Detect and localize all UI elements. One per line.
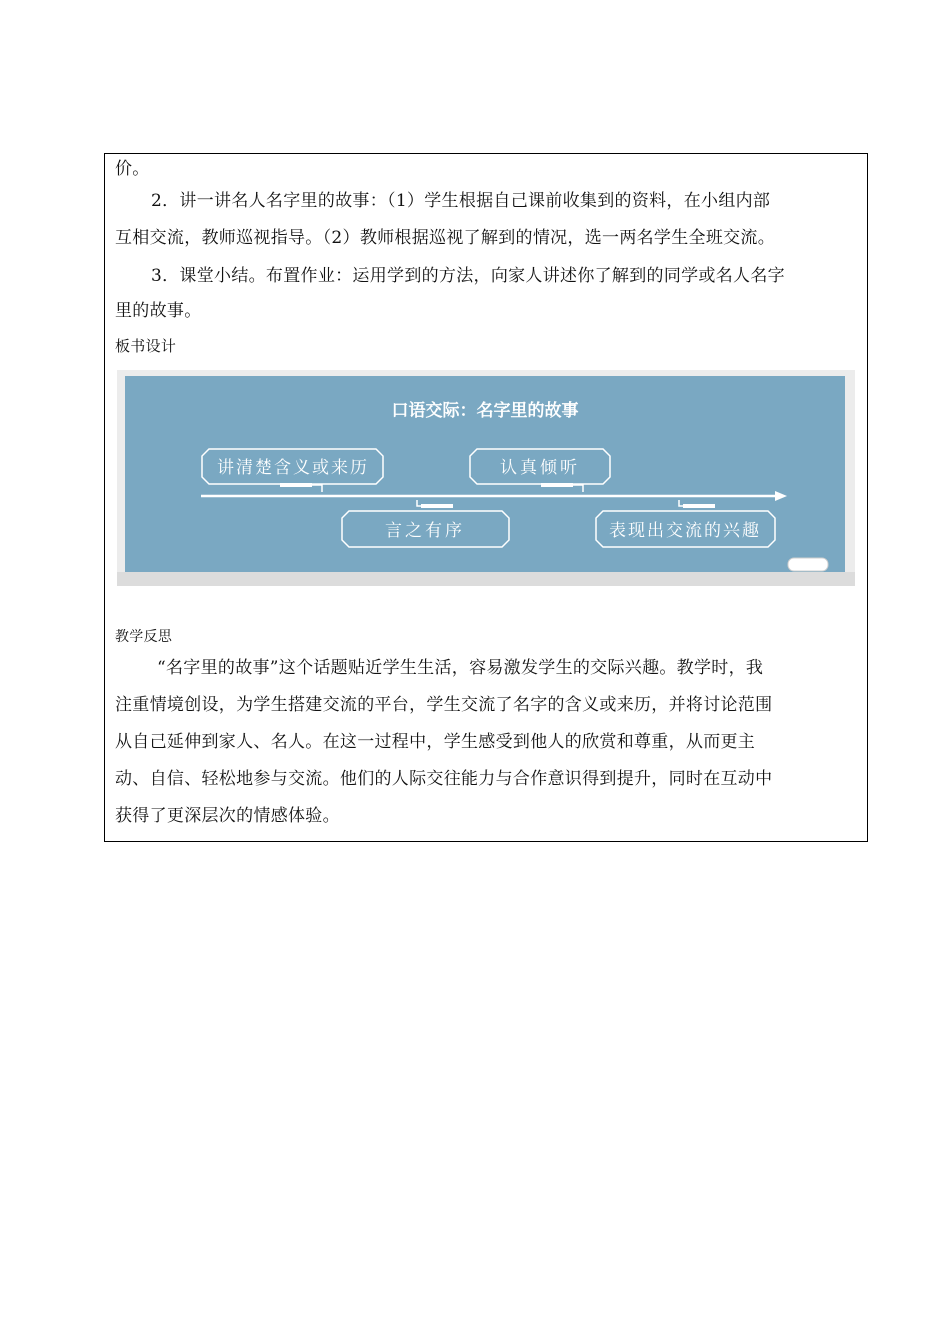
blackboard-illustration: [117, 370, 855, 586]
text-line: 注重情境创设，为学生搭建交流的平台，学生交流了名字的含义或来历，并将讨论范围: [115, 695, 773, 715]
lesson-table-cell: [104, 153, 868, 842]
text-line: 从自己延伸到家人、名人。在这一过程中，学生感受到他人的欣赏和尊重，从而更主: [115, 732, 756, 752]
eraser-icon: [788, 558, 828, 571]
text-line: 2．讲一讲名人名字里的故事：（1）学生根据自己课前收集到的资料，在小组内部: [151, 191, 771, 211]
text-line: 获得了更深层次的情感体验。: [115, 806, 340, 826]
text-line: 里的故事。: [115, 301, 202, 321]
board-design-heading: 板书设计: [115, 337, 177, 355]
text-line: 价。: [115, 159, 150, 179]
text-line: 3．课堂小结。布置作业：运用学到的方法，向家人讲述你了解到的同学或名人名字: [151, 266, 785, 286]
chalk-ledge: [117, 572, 855, 586]
card-label: 讲清楚含义或来历: [217, 458, 369, 478]
text-line: 动、自信、轻松地参与交流。他们的人际交往能力与合作意识得到提升，同时在互动中: [115, 769, 773, 789]
card-label: 表现出交流的兴趣: [609, 521, 761, 541]
text-line: “名字里的故事”这个话题贴近学生生活，容易激发学生的交际兴趣。教学时，我: [157, 658, 764, 678]
card-label: 言之有序: [385, 521, 465, 541]
text-line: 互相交流，教师巡视指导。（2）教师根据巡视了解到的情况，选一两名学生全班交流。: [115, 228, 776, 248]
reflection-heading: 教学反思: [115, 629, 173, 645]
board-title: 口语交际：名字里的故事: [391, 401, 579, 420]
card-label: 认真倾听: [500, 458, 580, 478]
